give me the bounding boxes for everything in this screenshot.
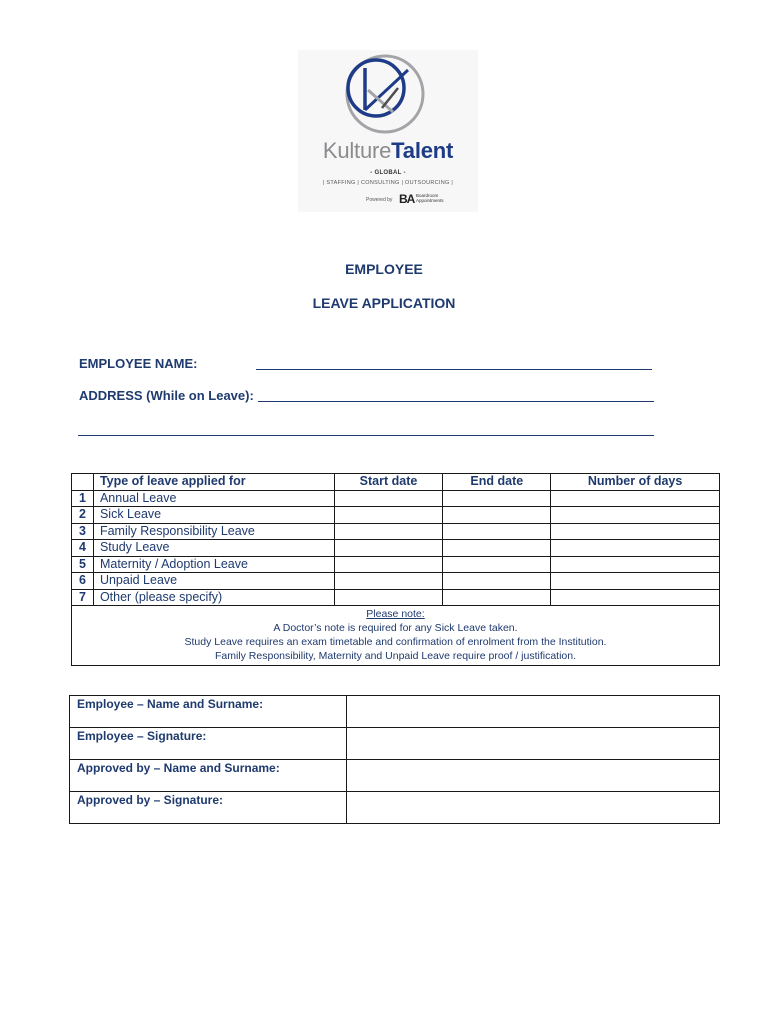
end-date-cell[interactable] xyxy=(443,490,551,507)
employee-name-field[interactable] xyxy=(256,369,652,370)
brand-wordmark xyxy=(298,138,478,164)
end-date-cell[interactable] xyxy=(443,507,551,524)
row-number: 3 xyxy=(72,523,94,540)
row-number: 7 xyxy=(72,589,94,606)
employee-name-surname-label: Employee – Name and Surname: xyxy=(70,696,347,728)
start-date-cell[interactable] xyxy=(334,523,443,540)
table-row xyxy=(72,556,720,573)
note-title: Please note: xyxy=(366,608,425,620)
note-study-leave: Study Leave requires an exam timetable and confirmation of enrolment from the Institution. xyxy=(184,636,607,648)
header-number-of-days: Number of days xyxy=(551,474,720,491)
brand-tagline-global: - GLOBAL - xyxy=(370,170,406,176)
header-end-date: End date xyxy=(443,474,551,491)
leave-table-header xyxy=(72,474,720,491)
employee-signature-label: Employee – Signature: xyxy=(70,728,347,760)
page-title-employee: EMPLOYEE xyxy=(345,261,423,277)
end-date-cell[interactable] xyxy=(443,589,551,606)
leave-type-unpaid: Unpaid Leave xyxy=(93,573,334,590)
end-date-cell[interactable] xyxy=(443,573,551,590)
logo-emblem-icon xyxy=(298,50,478,140)
table-row xyxy=(70,760,720,792)
leave-type-other: Other (please specify) xyxy=(93,589,334,606)
number-of-days-cell[interactable] xyxy=(551,507,720,524)
approver-name-surname-field[interactable] xyxy=(347,760,720,792)
leave-type-annual: Annual Leave xyxy=(93,490,334,507)
number-of-days-cell[interactable] xyxy=(551,573,720,590)
start-date-cell[interactable] xyxy=(334,490,443,507)
approver-signature-label: Approved by – Signature: xyxy=(70,792,347,824)
leave-type-sick: Sick Leave xyxy=(93,507,334,524)
table-row xyxy=(70,792,720,824)
address-label: ADDRESS (While on Leave): xyxy=(79,388,254,403)
number-of-days-cell[interactable] xyxy=(551,490,720,507)
leave-type-table xyxy=(71,473,720,666)
approver-signature-field[interactable] xyxy=(347,792,720,824)
end-date-cell[interactable] xyxy=(443,523,551,540)
start-date-cell[interactable] xyxy=(334,556,443,573)
signature-table xyxy=(69,695,720,824)
leave-type-study: Study Leave xyxy=(93,540,334,557)
start-date-cell[interactable] xyxy=(334,540,443,557)
table-row xyxy=(70,696,720,728)
table-row xyxy=(70,728,720,760)
employee-name-label: EMPLOYEE NAME: xyxy=(79,356,198,371)
row-number: 2 xyxy=(72,507,94,524)
row-number: 5 xyxy=(72,556,94,573)
employee-signature-field[interactable] xyxy=(347,728,720,760)
address-field-line-2[interactable] xyxy=(78,435,654,436)
leave-type-family-responsibility: Family Responsibility Leave xyxy=(93,523,334,540)
brand-tagline-services: | STAFFING | CONSULTING | OUTSOURCING | xyxy=(322,180,454,186)
leave-type-maternity-adoption: Maternity / Adoption Leave xyxy=(93,556,334,573)
end-date-cell[interactable] xyxy=(443,540,551,557)
company-logo xyxy=(298,50,478,212)
leave-note xyxy=(72,606,720,666)
partner-name xyxy=(416,193,444,203)
table-row xyxy=(72,507,720,524)
header-start-date: Start date xyxy=(334,474,443,491)
number-of-days-cell[interactable] xyxy=(551,523,720,540)
brand-second: Talent xyxy=(391,138,454,163)
start-date-cell[interactable] xyxy=(334,507,443,524)
header-leave-type: Type of leave applied for xyxy=(93,474,334,491)
partner-name-2: Appointments xyxy=(416,198,444,203)
page-title-leave-application: LEAVE APPLICATION xyxy=(312,295,456,311)
address-field-line-1[interactable] xyxy=(258,401,654,402)
table-row xyxy=(72,523,720,540)
table-row xyxy=(72,589,720,606)
row-number: 6 xyxy=(72,573,94,590)
approver-name-surname-label: Approved by – Name and Surname: xyxy=(70,760,347,792)
row-number: 4 xyxy=(72,540,94,557)
table-row xyxy=(72,540,720,557)
header-number xyxy=(72,474,94,491)
partner-name-1: Boardroom xyxy=(416,193,439,198)
note-proof-required: Family Responsibility, Maternity and Unpaid Leave require proof / justification. xyxy=(214,650,577,662)
table-row xyxy=(72,573,720,590)
number-of-days-cell[interactable] xyxy=(551,589,720,606)
number-of-days-cell[interactable] xyxy=(551,556,720,573)
row-number: 1 xyxy=(72,490,94,507)
start-date-cell[interactable] xyxy=(334,589,443,606)
powered-by-label: Powered by xyxy=(366,197,393,203)
start-date-cell[interactable] xyxy=(334,573,443,590)
partner-mark: BA xyxy=(399,192,415,206)
note-sick-leave: A Doctor’s note is required for any Sick Leave taken. xyxy=(273,622,518,634)
table-row xyxy=(72,490,720,507)
employee-name-surname-field[interactable] xyxy=(347,696,720,728)
end-date-cell[interactable] xyxy=(443,556,551,573)
leave-note-row xyxy=(72,606,720,666)
number-of-days-cell[interactable] xyxy=(551,540,720,557)
brand-first: Kulture xyxy=(322,138,392,163)
